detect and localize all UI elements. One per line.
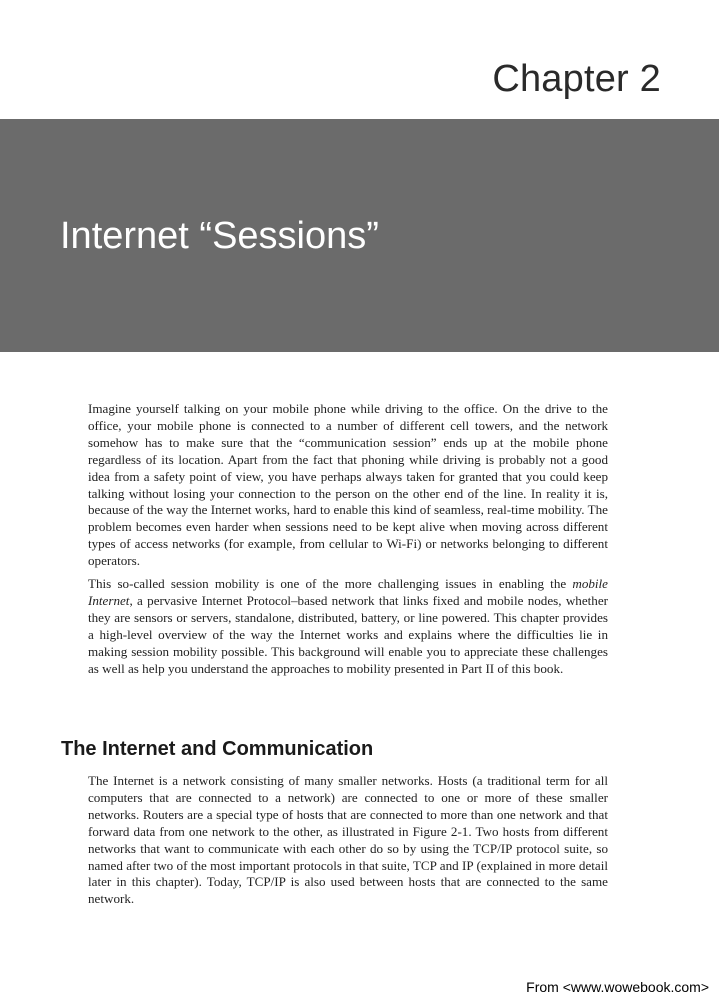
intro-paragraph-1: Imagine yourself talking on your mobile phone while driving to the office. On the drive to the office, your mobile phone is connected to a number of different cell towers, and the network somehow has to make sure that the “communication session” ends up at the mobile phone regardless of its location. Apart from the fact that phoning while driving is probably not a good idea from a safety point of view, you have perhaps always taken for granted that you could keep talking without losing your connection to the person on the other end of the line. In reality it is, because of the way the Internet works, hard to enable this kind of seamless, real-time mobility. The problem becomes even harder when sessions need to be kept alive when moving across different types of access networks (for example, from cellular to Wi-Fi) or networks belonging to different operators. xyxy=(88,401,608,569)
intro-text xyxy=(88,401,608,678)
intro-paragraph-2-start: This so-called session mobility is one of the more challenging issues in enabling the xyxy=(88,576,573,592)
intro-paragraph-2 xyxy=(88,576,608,677)
section-text xyxy=(88,773,608,908)
chapter-number: Chapter 2 xyxy=(492,58,661,100)
chapter-title: Internet “Sessions” xyxy=(60,215,379,257)
section-heading: The Internet and Communication xyxy=(61,738,374,760)
intro-paragraph-2-rest: , a pervasive Internet Protocol–based network that links fixed and mobile nodes, whether they are sensors or servers, standalone, distributed, battery, or line powered. This chapter provides a high-level overview of the way the Internet works and explains where the difficulties lie in making session mobility possible. This background will enable you to appreciate these challenges as well as help you understand the approaches to mobility presented in Part II of this book. xyxy=(88,592,608,676)
emphasis-mobile-internet: mobile Internet xyxy=(88,576,608,608)
chapter-title-band xyxy=(0,119,719,352)
section-paragraph-1: The Internet is a network consisting of many smaller networks. Hosts (a traditional term for all computers that are connected to a network) are connected to one or more of these smaller networks. Routers are a special type of hosts that are connected to more than one network and that forward data from one network to the other, as illustrated in Figure 2-1. Two hosts from different networks that want to communicate with each other do so by using the TCP/IP protocol suite, so named after two of the most important protocols in that suite, TCP and IP (explained in more detail later in this chapter). Today, TCP/IP is also used between hosts that are connected to the same network. xyxy=(88,773,608,907)
source-footer: From <www.wowebook.com> xyxy=(526,979,709,995)
